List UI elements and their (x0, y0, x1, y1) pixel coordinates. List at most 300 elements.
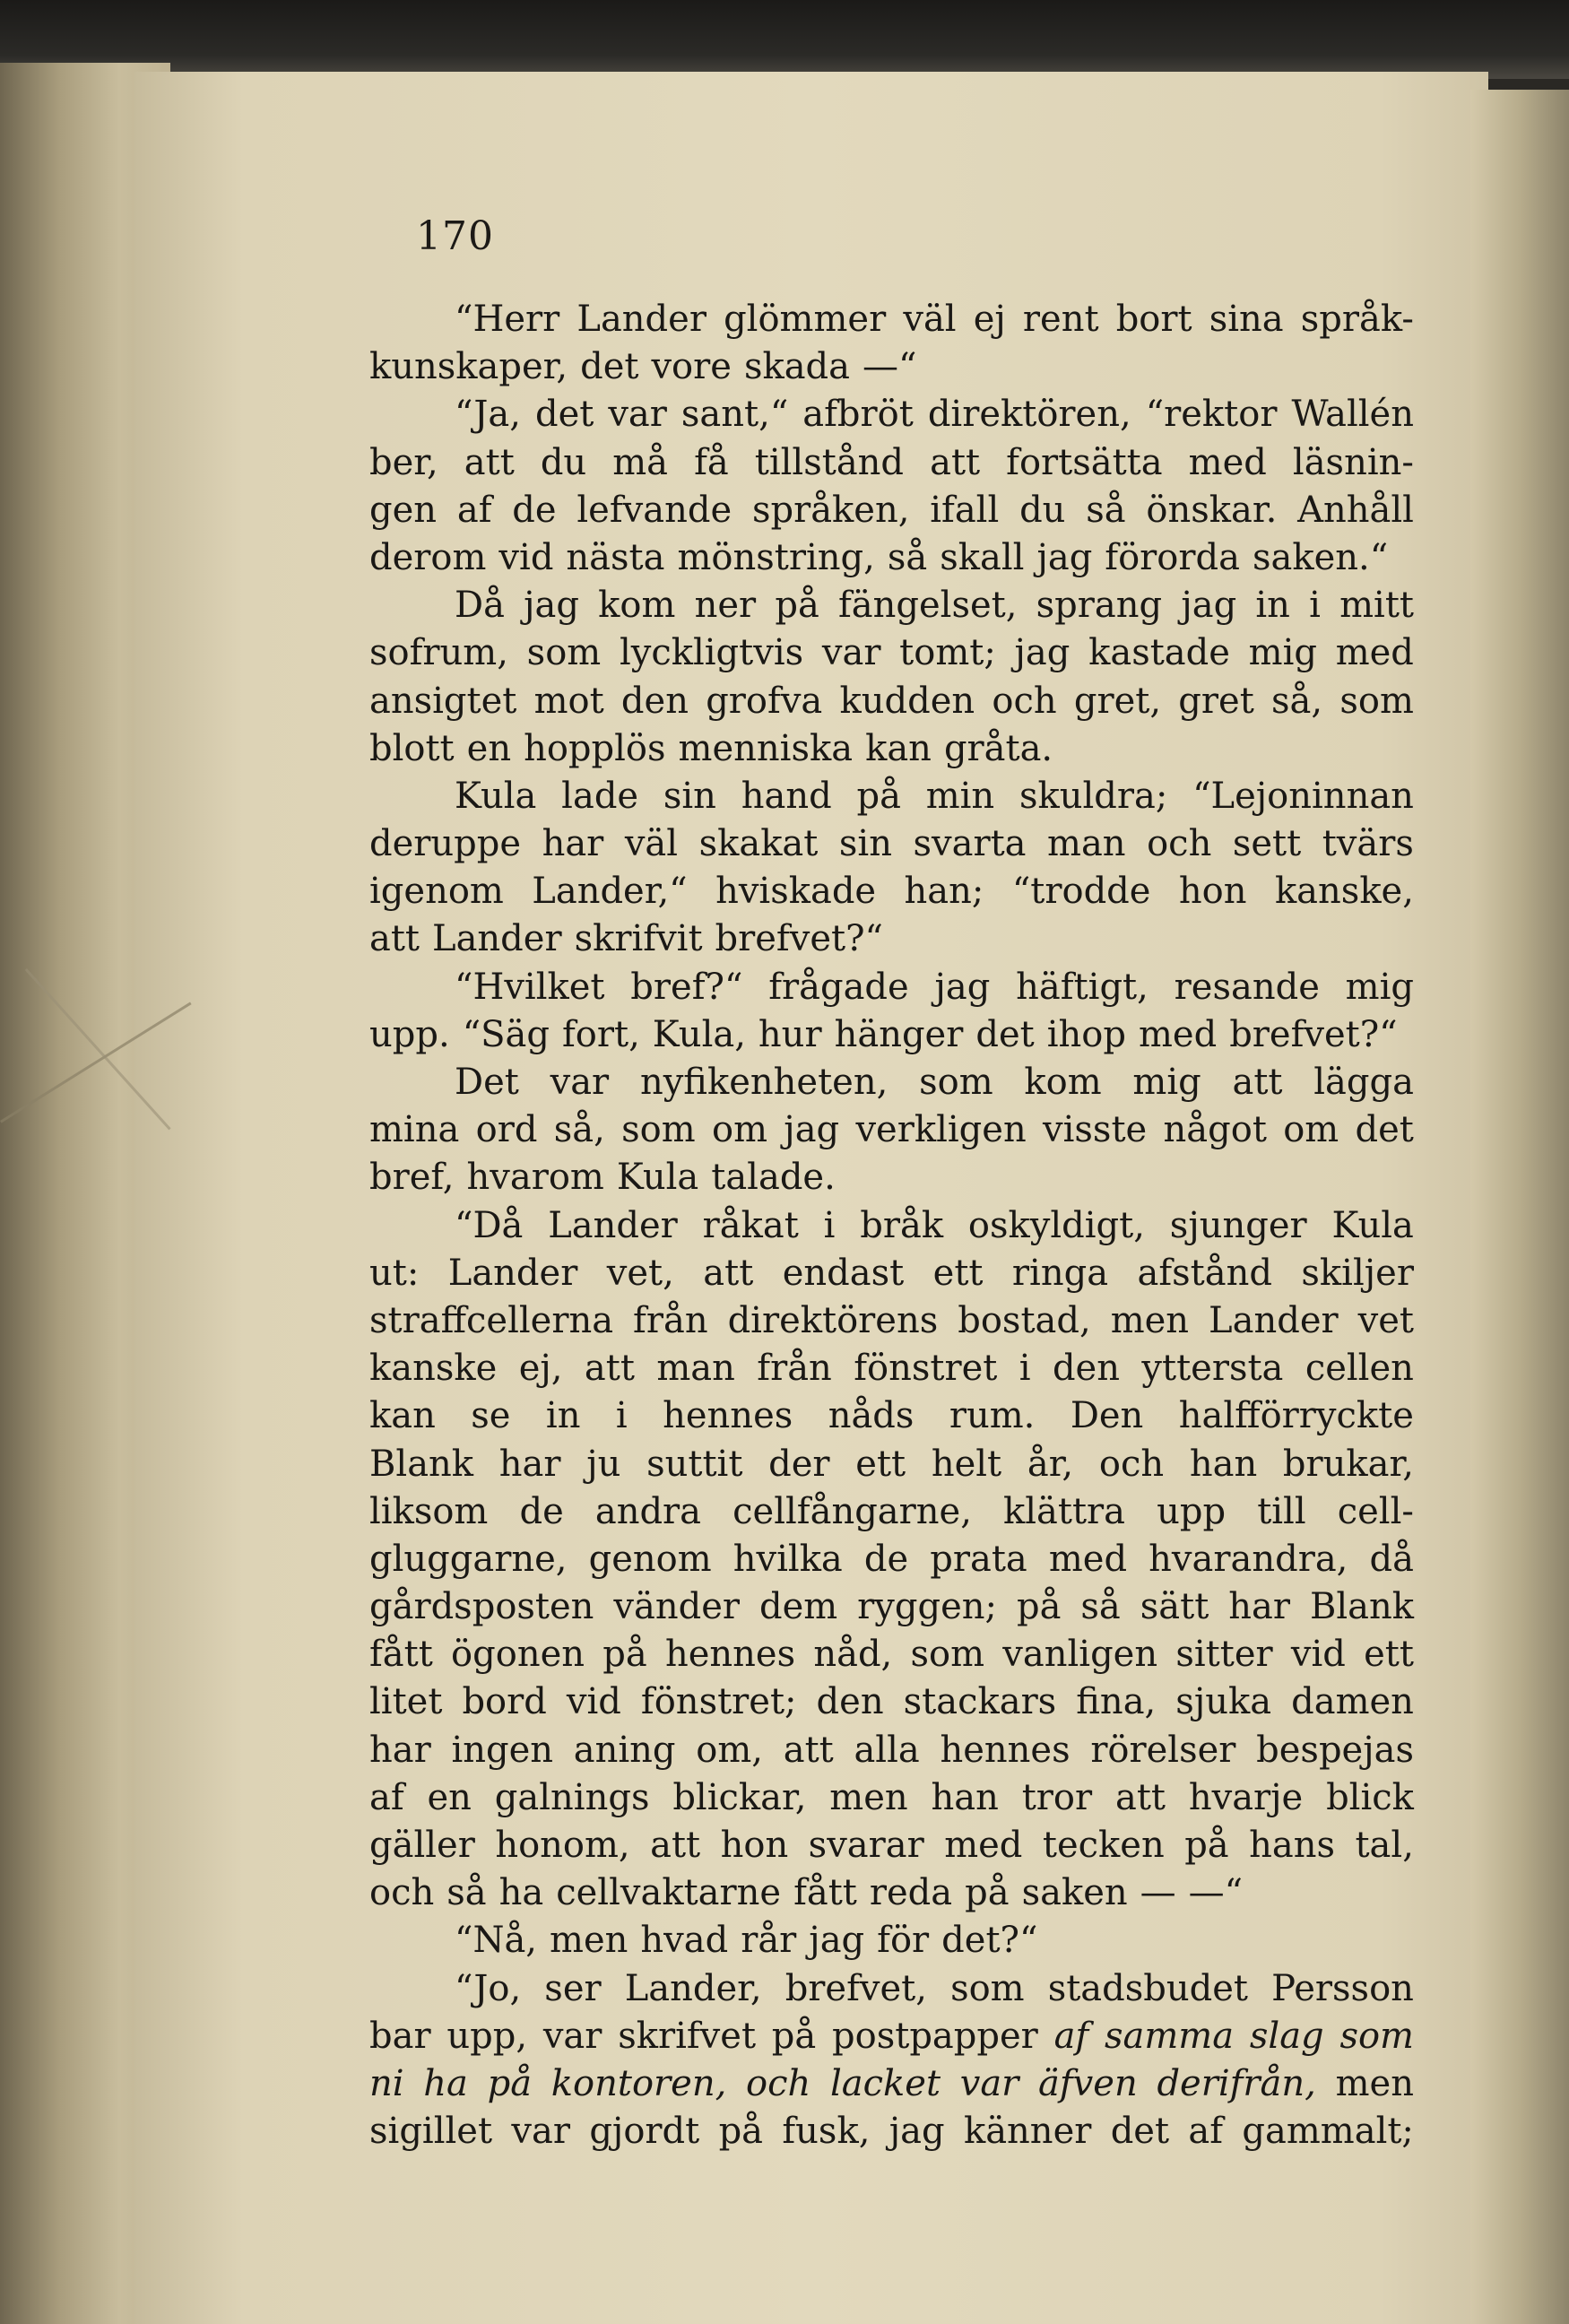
text-word: ansigtet (369, 680, 517, 722)
text-word: grofva (706, 680, 823, 722)
text-word: till (1257, 1490, 1306, 1532)
text-word: gäller (369, 1825, 475, 1866)
text-word: ihop (1046, 1013, 1126, 1055)
text-word: så (1086, 489, 1126, 531)
text-word: väl (624, 823, 679, 865)
text-word: har (498, 1443, 561, 1485)
text-word: du (540, 441, 587, 483)
text-word: äfven (1038, 2062, 1138, 2104)
text-word: hennes (940, 1729, 1071, 1771)
text-word: om (711, 1109, 767, 1151)
text-word: —“ (863, 346, 917, 388)
text-word: och (1098, 1443, 1165, 1485)
text-word: yttersta (1141, 1348, 1284, 1390)
text-word: har (369, 1729, 431, 1771)
text-line (369, 1297, 1414, 1345)
text-word: och (369, 1872, 435, 1914)
text-word: af (1053, 2015, 1089, 2057)
text-word: blick (1326, 1776, 1414, 1818)
text-word: råkat (702, 1204, 799, 1246)
text-word: straffcellerna (369, 1299, 614, 1341)
text-word: som (621, 1109, 696, 1151)
text-word: kan (369, 1395, 436, 1437)
text-word: så (446, 1872, 487, 1914)
text-word: att (369, 918, 420, 960)
text-word: vid (498, 536, 554, 578)
text-word: rörelser (1090, 1729, 1236, 1771)
text-word: oskyldigt, (967, 1204, 1145, 1246)
text-word: kudden (839, 680, 975, 722)
text-line (369, 820, 1414, 868)
text-word: gret, (1073, 680, 1162, 722)
text-word: ut: (369, 1252, 420, 1294)
text-word: cellen (1305, 1348, 1414, 1390)
text-word: hur (758, 1013, 822, 1055)
text-word: Anhåll (1297, 489, 1414, 531)
text-word: svarar (808, 1825, 924, 1866)
text-word: en (466, 727, 512, 769)
text-word: sprang (1036, 585, 1163, 627)
text-word: derom (369, 536, 487, 578)
text-word: och (992, 680, 1057, 722)
text-word: honom, (495, 1825, 630, 1866)
text-word: visste (1043, 1109, 1148, 1151)
text-word: hon (720, 1825, 789, 1866)
text-word: bord (462, 1681, 547, 1723)
text-word: hennes (664, 1634, 796, 1676)
text-word: kom (1024, 1062, 1102, 1103)
text-word: igenom (369, 871, 504, 913)
text-word: det (1110, 2111, 1170, 2153)
text-word: mitt (1339, 585, 1414, 627)
text-word: då (1369, 1538, 1414, 1580)
text-word: sin (838, 823, 892, 865)
text-word: språk- (1300, 299, 1414, 340)
text-word: tomt; (899, 632, 996, 674)
text-word: bort (1115, 299, 1192, 340)
text-word: fönstret (854, 1348, 998, 1390)
text-word: han (931, 1776, 999, 1818)
text-word: så (1080, 1586, 1121, 1628)
text-word: som (950, 1967, 1025, 2009)
text-word: stadsbudet (1047, 1967, 1249, 2009)
text-word: fort, (562, 1013, 640, 1055)
text-word: saken (1021, 1872, 1128, 1914)
text-word: hvad (640, 1920, 729, 1962)
text-word: mina (369, 1109, 460, 1151)
text-word: ett (932, 1252, 984, 1294)
text-word: verkligen (855, 1109, 1027, 1151)
text-word: bostad, (958, 1299, 1091, 1341)
text-line (369, 534, 1414, 582)
text-word: ord (475, 1109, 538, 1151)
text-word: Lander,“ (532, 871, 688, 913)
text-word: derifrån, (1157, 2062, 1316, 2104)
text-word: hopplös (524, 727, 666, 769)
text-word: att (703, 1252, 754, 1294)
text-word: jag (1036, 536, 1093, 578)
text-word: vore (651, 346, 732, 388)
text-word: upp. (369, 1013, 450, 1055)
text-word: hans (1249, 1825, 1336, 1866)
text-word: skrifvet (618, 2015, 757, 2057)
text-word: dem (758, 1586, 838, 1628)
text-word: gen (369, 489, 438, 531)
text-word: “Säg (462, 1013, 550, 1055)
text-word: på (1184, 1825, 1229, 1866)
text-line (369, 1631, 1414, 1678)
text-word: in (545, 1395, 581, 1437)
text-word: ingen (451, 1729, 554, 1771)
text-word: sitter (1175, 1634, 1273, 1676)
text-word: cell- (1337, 1490, 1414, 1532)
text-word: talade. (711, 1157, 836, 1199)
text-word: skall (940, 536, 1025, 578)
text-word: af (1188, 2111, 1224, 2153)
text-word: helt (931, 1443, 1002, 1485)
text-word: var (821, 632, 881, 674)
text-word: vänder (613, 1586, 741, 1628)
text-word: Lander (548, 1204, 678, 1246)
text-word: Lander (576, 299, 706, 340)
text-word: hvarom (466, 1157, 604, 1199)
text-word: mig (1248, 632, 1317, 674)
text-word: “rektor (1145, 394, 1278, 436)
text-word: “Hvilket (455, 966, 605, 1008)
text-word: ser (544, 1967, 602, 2009)
text-word: få (694, 441, 729, 483)
text-word: kastade (1088, 632, 1230, 674)
text-word: fängelset, (837, 585, 1018, 627)
text-word: var (959, 2062, 1019, 2104)
text-word: den (1052, 1348, 1120, 1390)
text-word: som (1339, 680, 1414, 722)
text-word: Kula, (652, 1013, 746, 1055)
text-word: lefvande (576, 489, 732, 531)
text-word: halfförryckte (1178, 1395, 1414, 1437)
text-word: nästa (566, 536, 665, 578)
text-word: kan (865, 727, 932, 769)
text-word: hennes (663, 1395, 793, 1437)
text-word: mot (533, 680, 604, 722)
text-word: blott (369, 727, 455, 769)
text-word: med (944, 1825, 1023, 1866)
text-word: från (757, 1348, 832, 1390)
text-word: ej (973, 299, 1006, 340)
text-word: lyckligtvis (619, 632, 804, 674)
text-word: bar (369, 2015, 431, 2057)
text-word: skuldra; (1019, 775, 1168, 817)
text-line (369, 1822, 1414, 1869)
text-word: jag (934, 966, 991, 1008)
text-word: kanske, (1274, 871, 1414, 913)
text-word: i (1309, 585, 1321, 627)
text-word: skiljer (1301, 1252, 1414, 1294)
text-word: ett (855, 1443, 906, 1485)
text-word: prata (930, 1538, 1027, 1580)
text-word: ju (586, 1443, 621, 1485)
text-line (369, 582, 1414, 629)
text-word: han (1189, 1443, 1258, 1485)
text-word: aning (573, 1729, 676, 1771)
text-line (369, 391, 1414, 438)
text-word: damen (1291, 1681, 1414, 1723)
text-word: ha (423, 2062, 468, 2104)
text-word: så, (553, 1109, 605, 1151)
text-word: hänger (834, 1013, 964, 1055)
text-word: mönstring, (677, 536, 875, 578)
text-line (369, 868, 1414, 915)
text-word: Lander, (624, 1967, 762, 2009)
text-word: jag (1014, 632, 1071, 674)
text-word: cellfångarne, (732, 1490, 972, 1532)
text-word: jag (889, 2111, 945, 2153)
text-word: endast (782, 1252, 905, 1294)
text-word: det (975, 1013, 1035, 1055)
text-word: fönstret; (640, 1681, 797, 1723)
text-word: år, (1027, 1443, 1074, 1485)
text-word: rår (741, 1920, 797, 1962)
text-word: afbröt (802, 394, 914, 436)
text-word: lade (561, 775, 639, 817)
text-word: i (1019, 1348, 1031, 1390)
text-line (369, 1774, 1414, 1822)
text-word: som (1339, 2015, 1414, 2057)
text-word: tal, (1355, 1825, 1414, 1866)
text-word: om (1283, 1109, 1339, 1151)
text-word: kunskaper, (369, 346, 568, 388)
text-line (369, 1488, 1414, 1536)
text-word: med (1335, 632, 1414, 674)
text-word: hvarje (1188, 1776, 1304, 1818)
text-word: reda (869, 1872, 953, 1914)
text-word: som (526, 632, 602, 674)
text-word: glömmer (724, 299, 887, 340)
text-word: af (369, 1776, 404, 1818)
text-word: på (1016, 1586, 1062, 1628)
text-line (369, 1011, 1414, 1059)
text-word: Kula (616, 1157, 699, 1199)
text-word: var (550, 1062, 610, 1103)
text-word: häftigt, (1016, 966, 1149, 1008)
text-word: jag (1181, 585, 1237, 627)
text-word: och (746, 2062, 811, 2104)
text-word: brefvet?“ (715, 918, 883, 960)
text-word: afstånd (1137, 1252, 1272, 1294)
text-word: gluggarne, (369, 1538, 568, 1580)
text-word: ryggen; (857, 1586, 998, 1628)
text-word: lägga (1313, 1062, 1414, 1103)
text-word: se (471, 1395, 511, 1437)
text-word: från (633, 1299, 708, 1341)
text-line (369, 964, 1414, 1011)
text-line (369, 1441, 1414, 1488)
text-word: “Herr (455, 299, 560, 340)
text-word: de (863, 1538, 909, 1580)
text-word: att (584, 1348, 635, 1390)
text-word: Wallén (1291, 394, 1414, 436)
text-word: ögonen (451, 1634, 585, 1676)
text-word: kontoren, (550, 2062, 727, 2104)
text-word: att (930, 441, 981, 483)
text-line (369, 487, 1414, 534)
text-line (369, 343, 1414, 391)
text-word: en (427, 1776, 472, 1818)
text-word: på (775, 585, 819, 627)
text-word: Den (1070, 1395, 1144, 1437)
text-word: men (1110, 1299, 1190, 1341)
text-word: på (602, 1634, 647, 1676)
text-word: saken.“ (1252, 536, 1389, 578)
text-word: klättra (1003, 1490, 1126, 1532)
text-word: mig (1345, 966, 1414, 1008)
text-word: att (464, 441, 515, 483)
text-word: kanske (369, 1348, 498, 1390)
text-word: vanligen (1002, 1634, 1158, 1676)
text-word: liksom (369, 1490, 489, 1532)
text-word: den (816, 1681, 884, 1723)
text-line (369, 1250, 1414, 1297)
text-word: kom (598, 585, 676, 627)
text-word: hand (741, 775, 832, 817)
text-word: och (1147, 823, 1212, 865)
text-line (369, 1917, 1414, 1964)
text-word: förorda (1105, 536, 1240, 578)
text-word: det (534, 394, 594, 436)
text-word: Det (455, 1062, 519, 1103)
text-word: fortsätta (1006, 441, 1163, 483)
text-word: med (1188, 441, 1267, 483)
text-word: i (615, 1395, 628, 1437)
text-word: den (620, 680, 689, 722)
text-word: ner (694, 585, 757, 627)
text-word: gårdsposten (369, 1586, 594, 1628)
text-word: cellvaktarne (556, 1872, 782, 1914)
text-word: jag (784, 1109, 840, 1151)
text-line (369, 439, 1414, 487)
text-word: ett (1364, 1634, 1414, 1676)
text-line (369, 1154, 1414, 1201)
text-word: Kula (455, 775, 537, 817)
text-word: nåd, (813, 1634, 893, 1676)
body-text (369, 296, 1414, 2155)
page-number: 170 (416, 213, 494, 259)
text-line (369, 2108, 1414, 2155)
text-word: man (1047, 823, 1126, 865)
text-line (369, 678, 1414, 725)
text-word: gråta. (943, 727, 1053, 769)
text-word: hvilka (732, 1538, 843, 1580)
text-line (369, 1678, 1414, 1726)
text-word: på (718, 2111, 764, 2153)
text-word: mig (1132, 1062, 1201, 1103)
text-word: skada (743, 346, 851, 388)
text-line (369, 1345, 1414, 1392)
text-word: tillstånd (754, 441, 905, 483)
text-word: tvärs (1322, 823, 1414, 865)
text-word: som (910, 1634, 985, 1676)
text-word: bref?“ (630, 966, 743, 1008)
text-word: gammalt; (1242, 2111, 1414, 2153)
text-word: “Då (455, 1204, 524, 1246)
text-word: alla (854, 1729, 920, 1771)
text-word: “Ja, (455, 394, 521, 436)
text-line (369, 1392, 1414, 1440)
text-word: rent (1022, 299, 1099, 340)
text-word: var (608, 394, 667, 436)
text-word: in (1255, 585, 1290, 627)
text-line (369, 1536, 1414, 1583)
text-word: det (1355, 1109, 1414, 1151)
text-word: sätt (1140, 1586, 1209, 1628)
text-word: blickar, (672, 1776, 807, 1818)
text-word: upp (1157, 1490, 1227, 1532)
text-word: att (650, 1825, 701, 1866)
text-word: Lander (432, 918, 562, 960)
text-word: resande (1174, 966, 1320, 1008)
text-word: sett (1232, 823, 1302, 865)
text-word: var (542, 2015, 602, 2057)
text-word: som (919, 1062, 993, 1103)
text-word: Kula (1331, 1204, 1414, 1246)
text-word: fått (793, 1872, 857, 1914)
text-word: sjuka (1175, 1681, 1272, 1723)
text-word: hon (1178, 871, 1247, 913)
text-word: språken, (751, 489, 910, 531)
text-word: Lander (1209, 1299, 1339, 1341)
text-word: ni (369, 2062, 404, 2104)
text-word: på (771, 2015, 817, 2057)
text-word: brefvet, (784, 1967, 927, 2009)
text-word: postpapper (832, 2015, 1038, 2057)
text-word: har (1228, 1586, 1290, 1628)
text-word: sant,“ (680, 394, 789, 436)
text-word: nåds (828, 1395, 915, 1437)
text-word: fått (369, 1634, 433, 1676)
text-word: galnings (494, 1776, 650, 1818)
text-line (369, 2013, 1414, 2060)
text-word: vid (1290, 1634, 1346, 1676)
text-word: bespejas (1256, 1729, 1414, 1771)
text-word: rum. (949, 1395, 1036, 1437)
text-word: men (1335, 2062, 1414, 2104)
text-word: det?“ (941, 1920, 1038, 1962)
text-word: hvarandra, (1149, 1538, 1348, 1580)
text-word: hviskade (715, 871, 877, 913)
text-word: att (1114, 1776, 1166, 1818)
text-word: “Nå, (455, 1920, 538, 1962)
text-word: “Jo, (455, 1967, 522, 2009)
text-word: —“ (1188, 1872, 1244, 1914)
text-word: önskar. (1146, 489, 1278, 531)
text-word: ringa (1011, 1252, 1109, 1294)
text-line (369, 915, 1414, 963)
text-word: genom (588, 1538, 712, 1580)
text-word: i (823, 1204, 836, 1246)
text-word: tror (1021, 1776, 1093, 1818)
text-word: jag (524, 585, 579, 627)
text-word: andra (594, 1490, 702, 1532)
text-word: litet (369, 1681, 443, 1723)
text-word: så (887, 536, 928, 578)
text-line (369, 1059, 1414, 1106)
text-line (369, 1965, 1414, 2013)
text-word: så, (1271, 680, 1323, 722)
text-word: direktören, (927, 394, 1131, 436)
text-word: jag (809, 1920, 865, 1962)
text-word: det (580, 346, 639, 388)
text-word: fina, (1076, 1681, 1157, 1723)
